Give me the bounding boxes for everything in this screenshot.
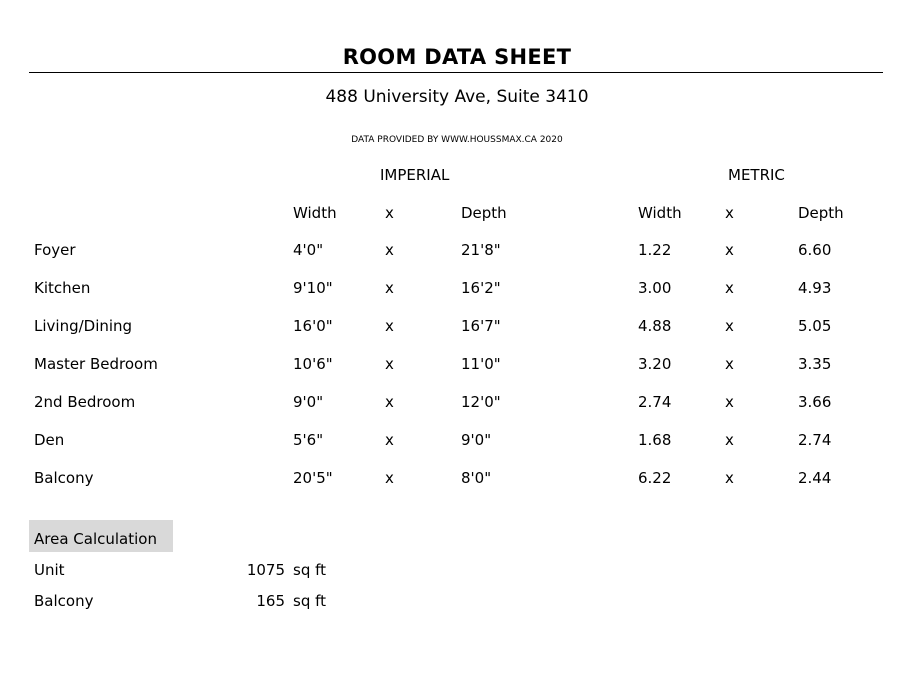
room-name: Kitchen xyxy=(34,279,91,297)
imperial-x: x xyxy=(385,469,394,487)
metric-depth-header: Depth xyxy=(798,204,844,222)
metric-width: 6.22 xyxy=(638,469,672,487)
metric-depth: 3.66 xyxy=(798,393,832,411)
room-name: 2nd Bedroom xyxy=(34,393,136,411)
imperial-width: 9'0" xyxy=(293,393,324,411)
imperial-x: x xyxy=(385,317,394,335)
metric-depth: 3.35 xyxy=(798,355,832,373)
room-name: Master Bedroom xyxy=(34,355,158,373)
area-value: 165 xyxy=(256,592,285,610)
metric-width: 4.88 xyxy=(638,317,672,335)
area-label: Balcony xyxy=(34,592,94,610)
metric-depth: 6.60 xyxy=(798,241,832,259)
imperial-x: x xyxy=(385,279,394,297)
metric-width-header: Width xyxy=(638,204,682,222)
area-value: 1075 xyxy=(246,561,285,579)
metric-x: x xyxy=(725,317,734,335)
metric-width: 2.74 xyxy=(638,393,672,411)
metric-width: 3.00 xyxy=(638,279,672,297)
area-label: Unit xyxy=(34,561,65,579)
imperial-group-header: IMPERIAL xyxy=(380,166,450,184)
imperial-depth: 8'0" xyxy=(461,469,492,487)
metric-x: x xyxy=(725,431,734,449)
room-name: Living/Dining xyxy=(34,317,133,335)
metric-x: x xyxy=(725,279,734,297)
metric-depth: 5.05 xyxy=(798,317,832,335)
imperial-x: x xyxy=(385,393,394,411)
room-name: Foyer xyxy=(34,241,76,259)
metric-x: x xyxy=(725,393,734,411)
imperial-depth: 16'2" xyxy=(461,279,501,297)
imperial-width-header: Width xyxy=(293,204,337,222)
imperial-width: 9'10" xyxy=(293,279,333,297)
imperial-x: x xyxy=(385,355,394,373)
metric-depth: 2.74 xyxy=(798,431,832,449)
metric-width: 1.68 xyxy=(638,431,672,449)
metric-x: x xyxy=(725,469,734,487)
metric-x: x xyxy=(725,355,734,373)
metric-depth: 2.44 xyxy=(798,469,832,487)
imperial-x: x xyxy=(385,241,394,259)
imperial-width: 10'6" xyxy=(293,355,333,373)
data-provider-note: DATA PROVIDED BY WWW.HOUSSMAX.CA 2020 xyxy=(351,135,563,145)
room-name: Den xyxy=(34,431,65,449)
metric-width: 1.22 xyxy=(638,241,672,259)
imperial-depth: 12'0" xyxy=(461,393,501,411)
area-unit: sq ft xyxy=(293,561,327,579)
imperial-x: x xyxy=(385,431,394,449)
imperial-depth: 9'0" xyxy=(461,431,492,449)
imperial-width: 16'0" xyxy=(293,317,333,335)
title-divider xyxy=(29,72,883,73)
imperial-x-header: x xyxy=(385,204,394,222)
imperial-depth: 16'7" xyxy=(461,317,501,335)
metric-width: 3.20 xyxy=(638,355,672,373)
metric-group-header: METRIC xyxy=(728,166,785,184)
room-name: Balcony xyxy=(34,469,94,487)
imperial-depth: 11'0" xyxy=(461,355,501,373)
imperial-width: 5'6" xyxy=(293,431,324,449)
imperial-width: 20'5" xyxy=(293,469,333,487)
imperial-depth: 21'8" xyxy=(461,241,501,259)
metric-x: x xyxy=(725,241,734,259)
page-title: ROOM DATA SHEET xyxy=(342,45,572,69)
area-unit: sq ft xyxy=(293,592,327,610)
imperial-width: 4'0" xyxy=(293,241,324,259)
imperial-depth-header: Depth xyxy=(461,204,507,222)
property-address: 488 University Ave, Suite 3410 xyxy=(325,87,589,107)
area-calculation-heading: Area Calculation xyxy=(34,530,157,548)
metric-depth: 4.93 xyxy=(798,279,832,297)
metric-x-header: x xyxy=(725,204,734,222)
